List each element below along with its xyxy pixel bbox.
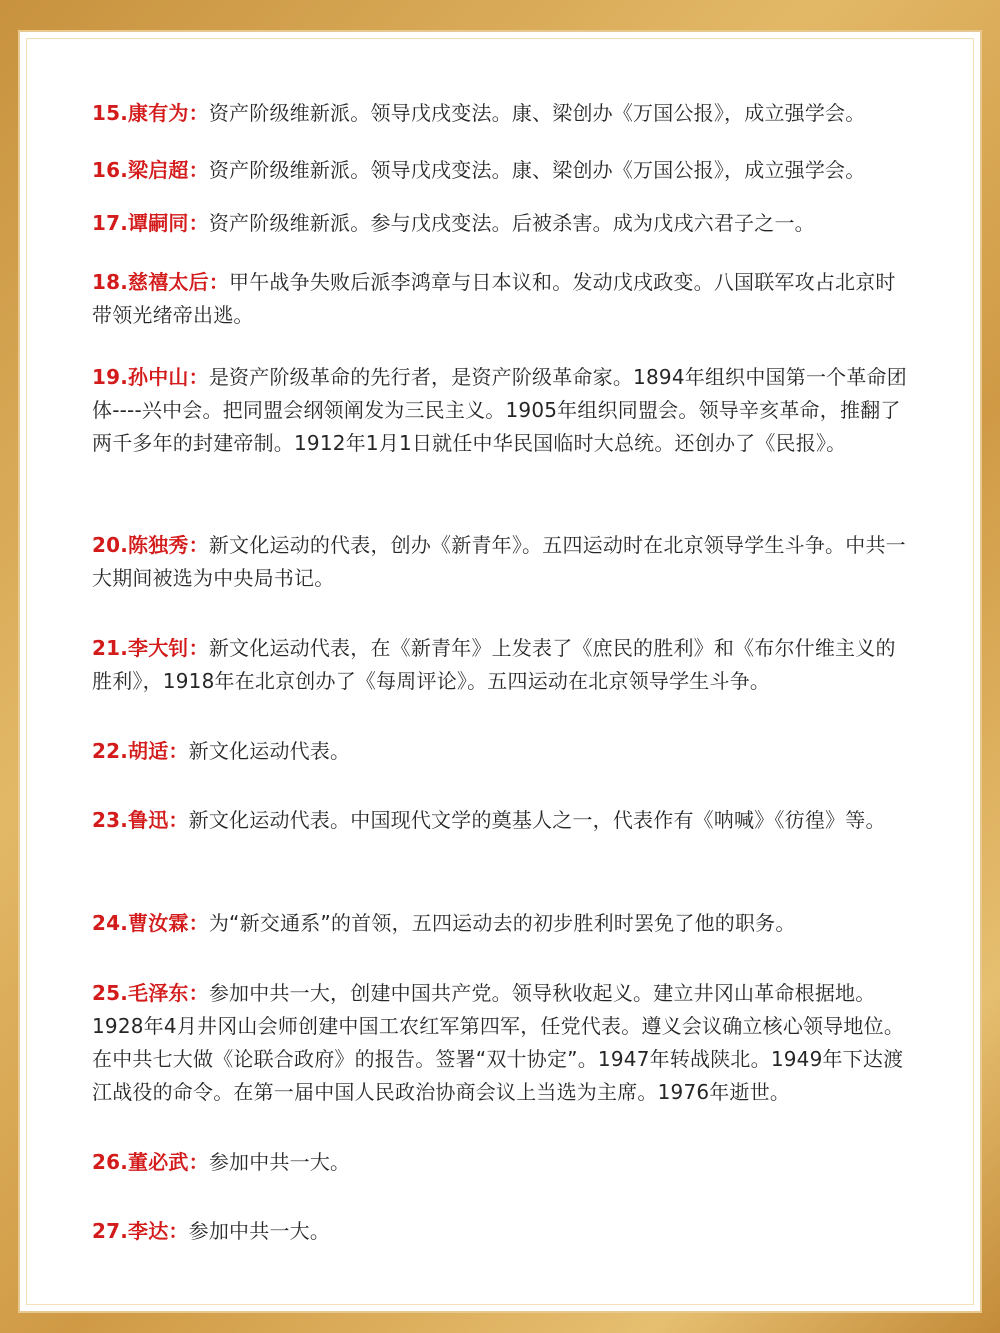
entry-description: 新文化运动代表，在《新青年》上发表了《庶民的胜利》和《布尔什维主义的胜利》，1918年在北京创办了《每周评论》。五四运动在北京领导学生斗争。	[92, 636, 896, 693]
entry-title: 27.李达：	[92, 1219, 189, 1243]
entry-16	[92, 154, 912, 187]
entry-description: 参加中共一大，创建中国共产党。领导秋收起义。建立井冈山革命根据地。1928年4月井冈山会师创建中国工农红军第四军，任党代表。遵义会议确立核心领导地位。在中共七大做《论联合政府》的报告。签署“双十协定”。1947年转战陕北。1949年下达渡江战役的命令。在第一届中国人民政治协商会议上当选为主席。1976年逝世。	[92, 981, 905, 1104]
entry-24	[92, 907, 912, 940]
entry-26	[92, 1146, 912, 1179]
entry-21	[92, 632, 912, 698]
entry-description: 资产阶级维新派。领导戊戌变法。康、梁创办《万国公报》，成立强学会。	[208, 101, 866, 125]
entry-title: 18.慈禧太后：	[92, 270, 230, 294]
entry-title: 16.梁启超：	[92, 158, 209, 182]
entry-19	[92, 361, 912, 460]
entry-description: 为“新交通系”的首领，五四运动去的初步胜利时罢免了他的职务。	[208, 911, 796, 935]
entry-description: 参加中共一大。	[188, 1219, 331, 1243]
entry-title: 15.康有为：	[92, 101, 209, 125]
entry-title: 20.陈独秀：	[92, 533, 209, 557]
entry-description: 甲午战争失败后派李鸿章与日本议和。发动戊戌政变。八国联军攻占北京时带领光绪帝出逃。	[92, 270, 896, 327]
entry-description: 参加中共一大。	[208, 1150, 351, 1174]
entry-27	[92, 1215, 912, 1248]
entry-title: 21.李大钊：	[92, 636, 209, 660]
entry-20	[92, 529, 912, 595]
entry-22	[92, 735, 912, 768]
entry-description: 资产阶级维新派。参与戊戌变法。后被杀害。成为戊戌六君子之一。	[208, 211, 815, 235]
entry-title: 25.毛泽东：	[92, 981, 209, 1005]
entry-title: 26.董必武：	[92, 1150, 209, 1174]
entry-25	[92, 977, 912, 1109]
entry-15	[92, 97, 912, 130]
entry-17	[92, 207, 912, 240]
entry-description: 新文化运动代表。中国现代文学的奠基人之一，代表作有《呐喊》《彷徨》等。	[188, 808, 886, 832]
entry-description: 新文化运动代表。	[188, 739, 351, 763]
entry-title: 19.孙中山：	[92, 365, 209, 389]
entry-title: 24.曹汝霖：	[92, 911, 209, 935]
entry-title: 17.谭嗣同：	[92, 211, 209, 235]
entry-title: 23.鲁迅：	[92, 808, 189, 832]
entry-18	[92, 266, 912, 332]
entry-description: 新文化运动的代表，创办《新青年》。五四运动时在北京领导学生斗争。中共一大期间被选为中央局书记。	[92, 533, 906, 590]
entry-description: 是资产阶级革命的先行者，是资产阶级革命家。1894年组织中国第一个革命团体----兴中会。把同盟会纲领阐发为三民主义。1905年组织同盟会。领导辛亥革命，推翻了两千多年的封建帝制。1912年1月1日就任中华民国临时大总统。还创办了《民报》。	[92, 365, 907, 455]
entry-title: 22.胡适：	[92, 739, 189, 763]
entry-23	[92, 804, 912, 837]
entry-description: 资产阶级维新派。领导戊戌变法。康、梁创办《万国公报》，成立强学会。	[208, 158, 866, 182]
